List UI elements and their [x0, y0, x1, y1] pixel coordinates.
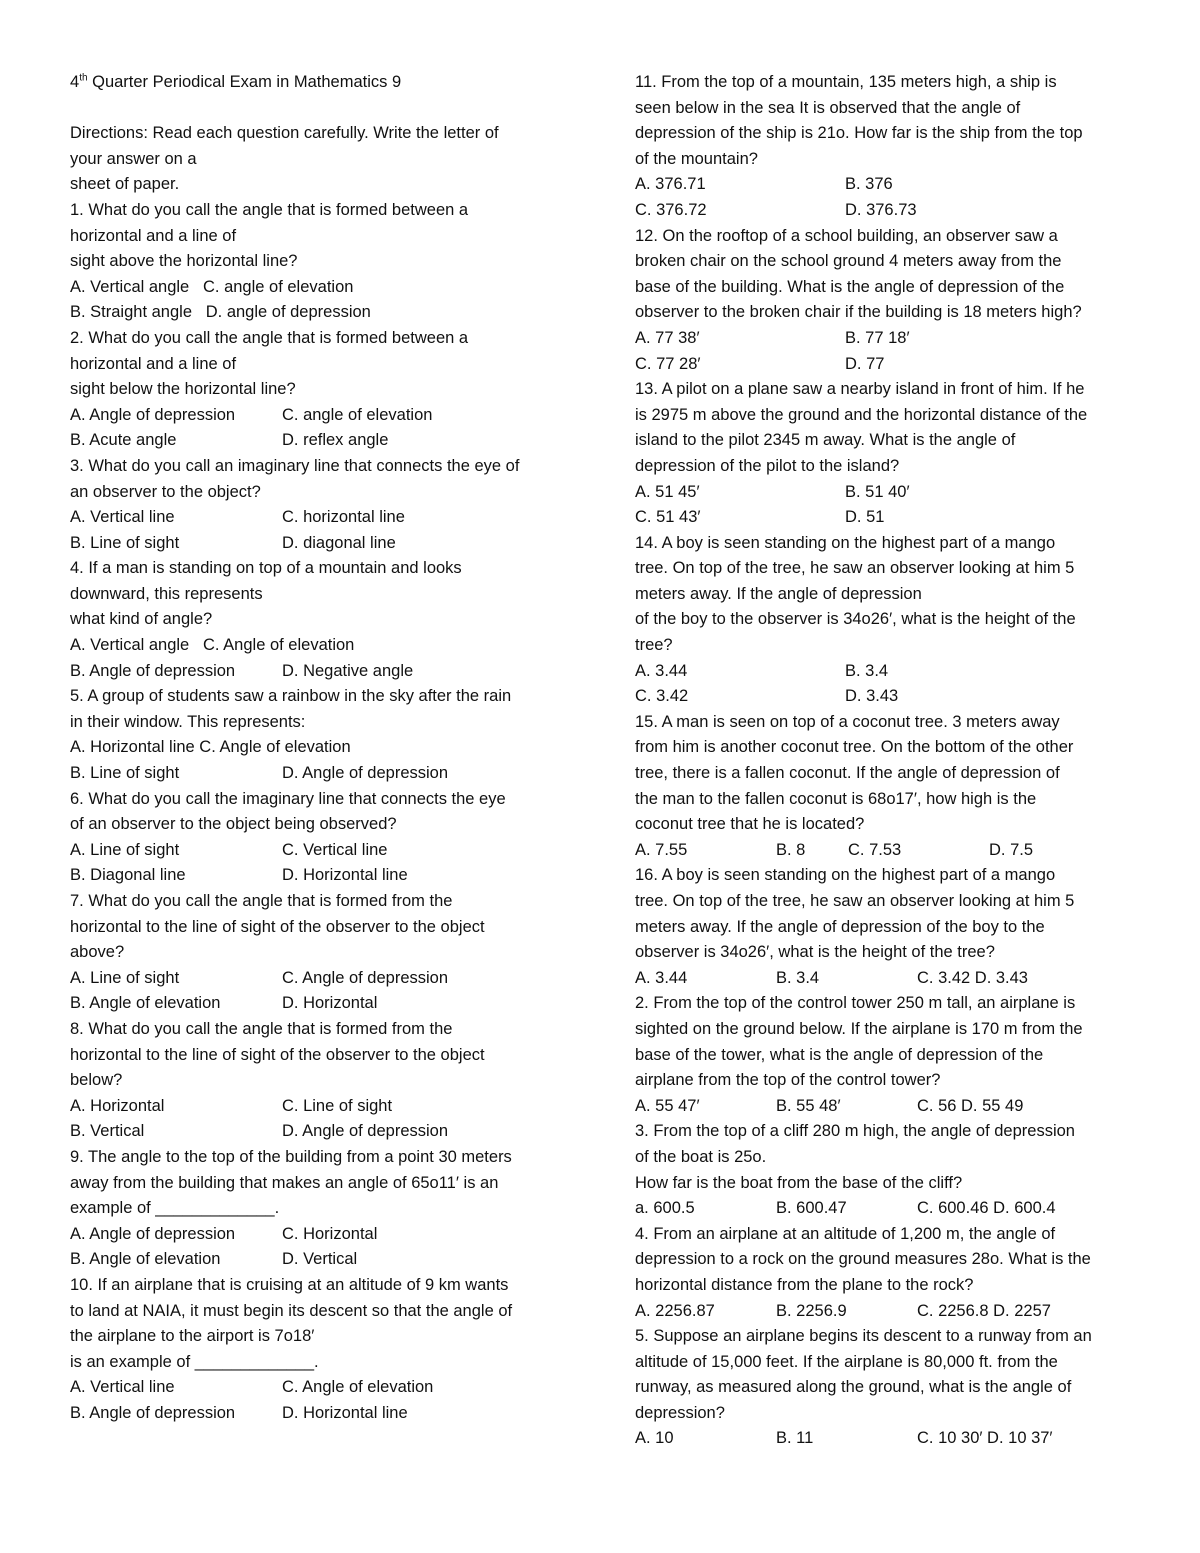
option-c: C. 376.72 [635, 200, 707, 219]
option-d: D. reflex angle [282, 431, 389, 450]
question-b5 [635, 1324, 1140, 1452]
option-a: a. 600.5 [635, 1199, 695, 1218]
question-text: depression of the ship is 21o. How far is the ship from the top [635, 124, 1083, 143]
answer-options [70, 966, 575, 992]
option-b: B. Angle of depression [70, 1403, 236, 1422]
question-text: sight below the horizontal line? [70, 380, 296, 399]
question-text: above? [70, 943, 125, 962]
question-11 [635, 70, 1140, 224]
answer-options [70, 1401, 575, 1427]
question-text: sighted on the ground below. If the airplane is 170 m from the [635, 1019, 1083, 1038]
question-7 [70, 889, 575, 1017]
question-text: horizontal to the line of sight of the observer to the object [70, 917, 485, 936]
question-text: of the boy to the observer is 34o26′, what is the height of the [635, 610, 1076, 629]
question-text: broken chair on the school ground 4 meters away from the [635, 252, 1062, 271]
question-text: horizontal to the line of sight of the observer to the object [70, 1045, 485, 1064]
question-text: altitude of 15,000 feet. If the airplane is 80,000 ft. from the [635, 1352, 1058, 1371]
question-text: an observer to the object? [70, 482, 261, 501]
question-text: 14. A boy is seen standing on the highest part of a mango [635, 533, 1056, 552]
question-text: tree, there is a fallen coconut. If the angle of depression of [635, 764, 1060, 783]
answer-options [70, 531, 575, 557]
option-b: B. 11 [776, 1429, 814, 1448]
option-a: A. 10 [635, 1429, 674, 1448]
question-16 [635, 863, 1140, 991]
answer-options [70, 863, 575, 889]
option-c: C. Angle of depression [282, 968, 449, 987]
question-text: 1. What do you call the angle that is formed between a [70, 200, 469, 219]
question-text: what kind of angle? [70, 610, 213, 629]
question-text: example of _____________. [70, 1199, 280, 1218]
option-b: B. 77 18′ [845, 328, 910, 347]
question-text: 10. If an airplane that is cruising at an altitude of 9 km wants [70, 1275, 509, 1294]
option-cd: C. 10 30′ D. 10 37′ [917, 1429, 1053, 1448]
option-d: D. Horizontal [282, 994, 378, 1013]
question-12 [635, 224, 1140, 378]
answer-options [70, 1247, 575, 1273]
question-6 [70, 787, 575, 889]
answer-options [635, 480, 1140, 506]
question-13 [635, 377, 1140, 531]
option-a: A. Horizontal [70, 1096, 165, 1115]
directions-line: sheet of paper. [70, 175, 180, 194]
option-a: A. 51 45′ [635, 482, 700, 501]
question-text: runway, as measured along the ground, what is the angle of [635, 1378, 1072, 1397]
answer-options [70, 403, 575, 429]
question-text: island to the pilot 2345 m away. What is the angle of [635, 431, 1016, 450]
question-text: 12. On the rooftop of a school building, an observer saw a [635, 226, 1058, 245]
option-b: B. 3.4 [776, 968, 820, 987]
question-text: away from the building that makes an angle of 65o11′ is an [70, 1173, 499, 1192]
question-text: 3. From the top of a cliff 280 m high, the angle of depression [635, 1122, 1075, 1141]
option-b: B. Line of sight [70, 764, 180, 783]
option-cd: C. 2256.8 D. 2257 [917, 1301, 1051, 1320]
question-4 [70, 556, 575, 684]
option-a: A. 2256.87 [635, 1301, 715, 1320]
option-d: D. 77 [845, 354, 885, 373]
answer-options: A. Vertical angle C. Angle of elevation [70, 636, 355, 655]
answer-options [635, 326, 1140, 352]
question-text: 5. Suppose an airplane begins its descent to a runway from an [635, 1327, 1092, 1346]
option-a: A. Vertical line [70, 1378, 175, 1397]
option-b: B. Vertical [70, 1122, 145, 1141]
question-10 [70, 1273, 575, 1427]
option-d: D. Angle of depression [282, 1122, 449, 1141]
question-text: 13. A pilot on a plane saw a nearby island in front of him. If he [635, 380, 1085, 399]
question-text: the airplane to the airport is 7o18′ [70, 1327, 315, 1346]
option-b: B. 55 48′ [776, 1096, 841, 1115]
right-column [635, 70, 1140, 1452]
question-text: 4. From an airplane at an altitude of 1,200 m, the angle of [635, 1224, 1056, 1243]
answer-options [70, 991, 575, 1017]
option-a: A. 7.55 [635, 840, 688, 859]
answer-options [70, 761, 575, 787]
question-text: downward, this represents [70, 584, 263, 603]
exam-title [70, 70, 575, 96]
question-text: meters away. If the angle of depression of the boy to the [635, 917, 1045, 936]
answer-options: B. Straight angle D. angle of depression [70, 303, 371, 322]
question-text: 4. If a man is standing on top of a mountain and looks [70, 559, 462, 578]
option-b: B. 8 [776, 840, 806, 859]
question-2 [70, 326, 575, 454]
answer-options [635, 505, 1140, 531]
option-b: B. Angle of elevation [70, 1250, 221, 1269]
question-text: of the mountain? [635, 149, 758, 168]
question-text: 2. From the top of the control tower 250 m tall, an airplane is [635, 994, 1076, 1013]
answer-options [635, 352, 1140, 378]
question-text: 9. The angle to the top of the building from a point 30 meters [70, 1147, 512, 1166]
question-text: base of the building. What is the angle of depression of the [635, 277, 1065, 296]
option-b: B. 51 40′ [845, 482, 910, 501]
option-c: C. Angle of elevation [282, 1378, 434, 1397]
option-b: B. Acute angle [70, 431, 177, 450]
question-text: from him is another coconut tree. On the bottom of the other [635, 738, 1074, 757]
question-text: How far is the boat from the base of the cliff? [635, 1173, 963, 1192]
option-c: C. horizontal line [282, 508, 405, 527]
option-c: C. 77 28′ [635, 354, 701, 373]
answer-options [635, 1196, 1140, 1222]
question-b2 [635, 991, 1140, 1119]
option-d: D. 7.5 [989, 840, 1034, 859]
answer-options [70, 1375, 575, 1401]
question-5 [70, 684, 575, 786]
answer-options [635, 966, 1140, 992]
answer-options [635, 1426, 1140, 1452]
title-number: 4 [70, 73, 80, 91]
answer-options [70, 1222, 575, 1248]
answer-options [70, 659, 575, 685]
option-d: D. diagonal line [282, 533, 396, 552]
title-text: Quarter Periodical Exam in Mathematics 9 [87, 73, 402, 91]
question-text: depression? [635, 1403, 725, 1422]
answer-options [635, 1094, 1140, 1120]
answer-options [70, 428, 575, 454]
option-c: C. 51 43′ [635, 508, 701, 527]
directions-line: your answer on a [70, 149, 197, 168]
option-b: B. Diagonal line [70, 866, 186, 885]
answer-options [635, 172, 1140, 198]
left-column [70, 70, 575, 1426]
option-d: D. 3.43 [845, 687, 899, 706]
option-d: D. Vertical [282, 1250, 358, 1269]
question-text: tree? [635, 636, 673, 655]
option-a: A. 55 47′ [635, 1096, 700, 1115]
question-text: horizontal distance from the plane to the rock? [635, 1275, 974, 1294]
question-text: sight above the horizontal line? [70, 252, 298, 271]
option-b: B. Angle of elevation [70, 994, 221, 1013]
option-c: C. Line of sight [282, 1096, 393, 1115]
option-a: A. 3.44 [635, 968, 688, 987]
question-text: tree. On top of the tree, he saw an observer looking at him 5 [635, 892, 1075, 910]
question-text: 11. From the top of a mountain, 135 meters high, a ship is [635, 73, 1057, 91]
question-14 [635, 531, 1140, 710]
question-3 [70, 454, 575, 556]
option-cd: C. 600.46 D. 600.4 [917, 1199, 1056, 1218]
question-text: depression of the pilot to the island? [635, 456, 900, 475]
option-a: A. 3.44 [635, 661, 688, 680]
title-superscript: th [79, 72, 88, 84]
option-d: D. Horizontal line [282, 1403, 408, 1422]
question-text: in their window. This represents: [70, 712, 306, 731]
question-9 [70, 1145, 575, 1273]
question-text: the man to the fallen coconut is 68o17′, how high is the [635, 789, 1037, 808]
option-a: A. Vertical line [70, 508, 175, 527]
question-text: depression to a rock on the ground measures 28o. What is the [635, 1250, 1091, 1269]
option-b: B. 3.4 [845, 661, 889, 680]
question-text: 2. What do you call the angle that is formed between a [70, 328, 469, 347]
option-cd: C. 56 D. 55 49 [917, 1096, 1024, 1115]
question-text: is 2975 m above the ground and the horizontal distance of the [635, 405, 1088, 424]
question-text: meters away. If the angle of depression [635, 584, 922, 603]
question-text: tree. On top of the tree, he saw an observer looking at him 5 [635, 559, 1075, 578]
question-15 [635, 710, 1140, 864]
answer-options [635, 198, 1140, 224]
option-a: A. Line of sight [70, 968, 180, 987]
option-c: C. 3.42 [635, 687, 689, 706]
answer-options [635, 1299, 1140, 1325]
question-text: 15. A man is seen on top of a coconut tree. 3 meters away [635, 712, 1060, 731]
question-text: coconut tree that he is located? [635, 815, 865, 834]
answer-options [635, 659, 1140, 685]
option-b: B. 600.47 [776, 1199, 847, 1218]
answer-options: A. Horizontal line C. Angle of elevation [70, 738, 351, 757]
option-b: B. 376 [845, 175, 893, 194]
question-text: 3. What do you call an imaginary line that connects the eye of [70, 456, 520, 475]
option-c: C. angle of elevation [282, 405, 433, 424]
question-text: 16. A boy is seen standing on the highest part of a mango [635, 866, 1056, 885]
question-text: base of the tower, what is the angle of depression of the [635, 1045, 1044, 1064]
question-text: of the boat is 25o. [635, 1147, 767, 1166]
option-d: D. 376.73 [845, 200, 917, 219]
option-b: B. Line of sight [70, 533, 180, 552]
question-text: horizontal and a line of [70, 226, 237, 245]
option-c: C. Vertical line [282, 840, 388, 859]
question-text: of an observer to the object being observed? [70, 815, 397, 834]
answer-options [635, 684, 1140, 710]
answer-options [70, 1094, 575, 1120]
option-d: D. Angle of depression [282, 764, 449, 783]
answer-options [70, 1119, 575, 1145]
option-b: B. 2256.9 [776, 1301, 847, 1320]
question-text: 7. What do you call the angle that is formed from the [70, 892, 453, 910]
option-a: A. Line of sight [70, 840, 180, 859]
question-text: 5. A group of students saw a rainbow in the sky after the rain [70, 687, 512, 706]
option-cd: C. 3.42 D. 3.43 [917, 968, 1028, 987]
answer-options [70, 838, 575, 864]
option-c: C. Horizontal [282, 1224, 378, 1243]
directions-line: Directions: Read each question carefully. Write the letter of [70, 124, 499, 143]
question-8 [70, 1017, 575, 1145]
option-a: A. 77 38′ [635, 328, 700, 347]
question-text: seen below in the sea It is observed that the angle of [635, 98, 1021, 117]
question-text: below? [70, 1071, 123, 1090]
question-text: is an example of _____________. [70, 1352, 319, 1371]
answer-options [635, 838, 1140, 864]
question-text: to land at NAIA, it must begin its descent so that the angle of [70, 1301, 513, 1320]
question-text: 6. What do you call the imaginary line that connects the eye [70, 789, 506, 808]
option-c: C. 7.53 [848, 840, 902, 859]
option-a: A. Angle of depression [70, 1224, 236, 1243]
answer-options: A. Vertical angle C. angle of elevation [70, 277, 354, 296]
answer-options [70, 505, 575, 531]
option-d: D. Negative angle [282, 661, 414, 680]
question-text: horizontal and a line of [70, 354, 237, 373]
option-a: A. Angle of depression [70, 405, 236, 424]
option-b: B. Angle of depression [70, 661, 236, 680]
option-d: D. Horizontal line [282, 866, 408, 885]
question-text: airplane from the top of the control tower? [635, 1071, 941, 1090]
question-1 [70, 198, 575, 326]
question-text: observer to the broken chair if the building is 18 meters high? [635, 303, 1082, 322]
question-text: observer is 34o26′, what is the height of the tree? [635, 943, 995, 962]
option-a: A. 376.71 [635, 175, 706, 194]
question-b4 [635, 1222, 1140, 1324]
option-d: D. 51 [845, 508, 885, 527]
question-b3 [635, 1119, 1140, 1221]
question-text: 8. What do you call the angle that is formed from the [70, 1019, 453, 1038]
